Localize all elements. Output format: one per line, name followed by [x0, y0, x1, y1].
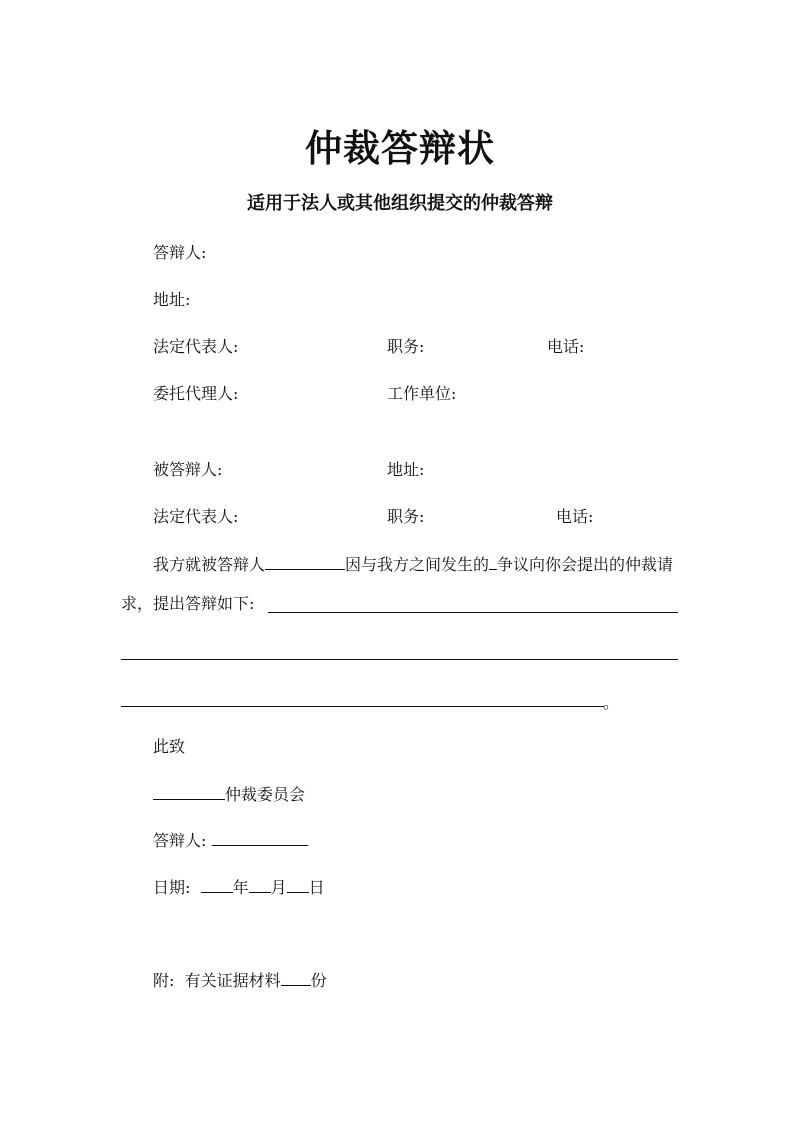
- blank-attachment-count[interactable]: [281, 970, 311, 986]
- respondent-agent-label: 委托代理人:: [153, 384, 239, 403]
- body-text-b: 因与我方之间发生的: [345, 555, 490, 574]
- blank-signer[interactable]: [212, 830, 308, 846]
- salutation: 此致: [153, 737, 186, 756]
- claimant-legal-rep-label: 法定代表人:: [153, 507, 239, 526]
- attachment-text: 有关证据材料: [184, 971, 281, 990]
- respondent-position-label: 职务:: [387, 337, 425, 356]
- day-label: 日: [308, 878, 325, 897]
- respondent-label: 答辩人:: [153, 243, 207, 262]
- blank-committee-name[interactable]: [153, 784, 225, 800]
- body-paragraph-line1: [153, 554, 673, 575]
- respondent-legal-rep-label: 法定代表人:: [153, 337, 239, 356]
- claimant-address-label: 地址:: [387, 460, 425, 479]
- answer-line-1[interactable]: [268, 612, 678, 613]
- date-line: [153, 877, 325, 898]
- claimant-position-label: 职务:: [387, 507, 425, 526]
- blank-dispute-type[interactable]: [489, 554, 497, 570]
- signer-label: 答辩人:: [153, 831, 207, 850]
- committee-label: 仲裁委员会: [225, 785, 306, 804]
- attachment-unit: 份: [310, 971, 327, 990]
- year-label: 年: [232, 878, 249, 897]
- signer-line: [153, 830, 308, 851]
- date-label: 日期:: [153, 878, 191, 897]
- document-subtitle: 适用于法人或其他组织提交的仲裁答辩: [247, 193, 553, 214]
- body-paragraph-line2: 求，提出答辩如下:: [121, 594, 255, 613]
- claimant-phone-label: 电话:: [556, 507, 594, 526]
- committee-line: [153, 784, 305, 805]
- blank-month[interactable]: [249, 877, 271, 893]
- blank-year[interactable]: [201, 877, 233, 893]
- claimant-label: 被答辩人:: [153, 460, 223, 479]
- end-mark: 。: [603, 693, 620, 712]
- respondent-phone-label: 电话:: [547, 337, 585, 356]
- blank-day[interactable]: [287, 877, 309, 893]
- answer-line-2[interactable]: [121, 659, 678, 660]
- attachment-line: [153, 970, 327, 991]
- body-text-a: 我方就被答辩人: [153, 555, 266, 574]
- document-title: 仲裁答辩状: [305, 127, 495, 170]
- respondent-workplace-label: 工作单位:: [387, 384, 457, 403]
- answer-line-3[interactable]: [121, 706, 604, 707]
- attachment-label: 附:: [153, 971, 175, 990]
- blank-claimant-name[interactable]: [265, 554, 345, 570]
- respondent-address-label: 地址:: [153, 290, 191, 309]
- body-text-c: 争议向你会提出的仲裁请: [497, 555, 674, 574]
- month-label: 月: [270, 878, 287, 897]
